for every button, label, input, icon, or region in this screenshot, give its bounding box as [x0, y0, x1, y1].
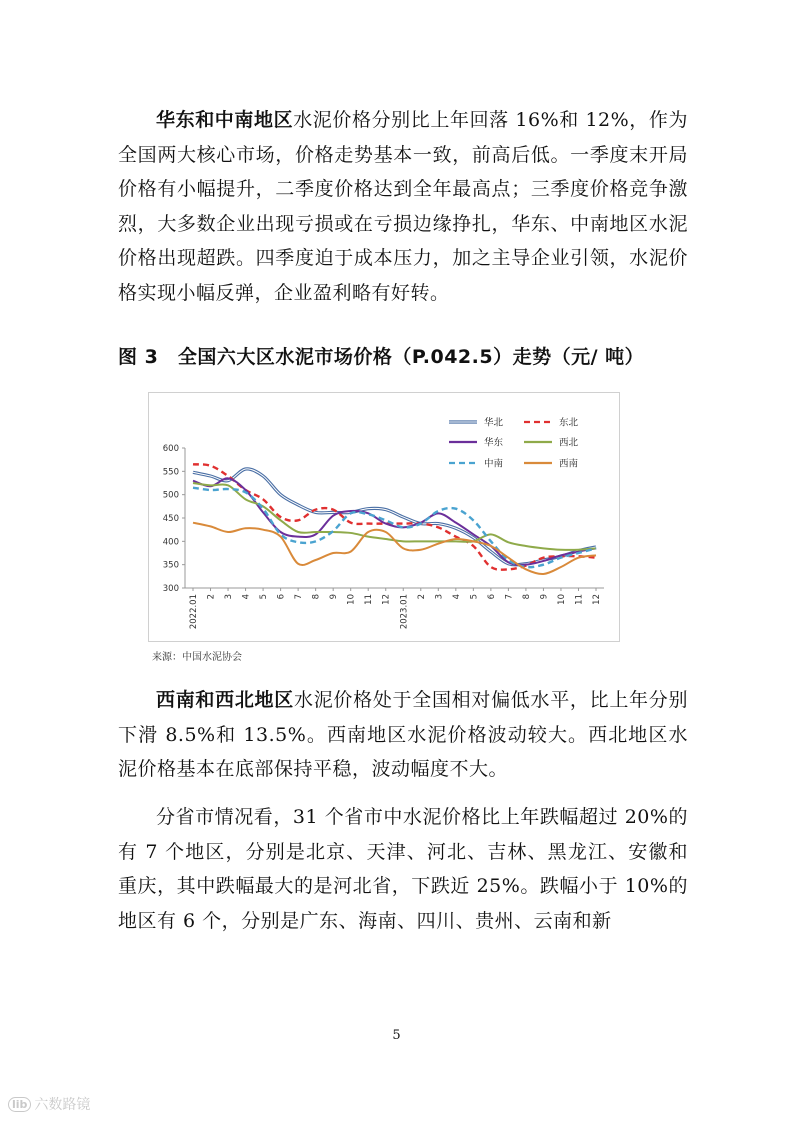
page-number: 5: [392, 1028, 401, 1043]
x-tick-label: 10: [346, 594, 357, 605]
legend-label: 华北: [484, 417, 504, 429]
x-tick-label: 2023.01: [399, 594, 410, 630]
x-tick-label: 7: [294, 594, 305, 600]
chart-container: [148, 392, 620, 642]
x-tick-label: 4: [451, 594, 462, 600]
legend-label: 中南: [484, 458, 504, 470]
x-tick-label: 8: [311, 594, 322, 600]
x-tick-label: 11: [364, 594, 375, 605]
y-tick-label: 400: [162, 537, 179, 548]
legend-label: 东北: [559, 417, 579, 429]
paragraph-east-central: [118, 103, 688, 310]
y-tick-label: 600: [162, 444, 179, 454]
x-tick-label: 8: [521, 594, 532, 600]
y-tick-label: 450: [162, 514, 179, 524]
legend-label: 西南: [559, 458, 579, 470]
x-tick-label: 10: [556, 594, 567, 605]
x-tick-label: 5: [469, 594, 480, 600]
x-tick-label: 2: [416, 594, 427, 600]
legend-label: 西北: [559, 437, 579, 449]
x-tick-label: 11: [574, 594, 585, 605]
series-line-华北-inner: [193, 469, 596, 565]
x-tick-label: 2022.01: [189, 594, 199, 630]
watermark-text: 六数路镜: [34, 1097, 91, 1113]
paragraph-text: 水泥价格处于全国相对偏低水平，比上年分别下滑 8.5%和 13.5%。西南地区水泥价格波动较大。西北地区水泥价格基本在底部保持平稳，波动幅度不大。: [118, 689, 688, 780]
x-tick-label: 7: [504, 594, 515, 600]
series-line-华北: [193, 469, 596, 565]
paragraph-lead: 华东和中南地区: [156, 109, 294, 131]
paragraph-southwest-northwest: [118, 683, 688, 787]
y-tick-label: 550: [162, 467, 179, 478]
figure-title: 图 3 全国六大区水泥市场价格（P.042.5）走势（元/ 吨）: [118, 346, 645, 368]
line-chart: [149, 393, 619, 641]
series-line-东北: [193, 464, 596, 569]
figure-source: 来源：中国水泥协会: [152, 652, 242, 663]
watermark-logo-icon: lib: [8, 1097, 31, 1112]
series-line-华东: [193, 478, 596, 565]
x-tick-label: 12: [592, 594, 602, 605]
watermark: [8, 1094, 90, 1114]
x-tick-label: 6: [486, 594, 497, 600]
paragraph-lead: 西南和西北地区: [156, 689, 294, 711]
x-tick-label: 9: [539, 594, 550, 600]
y-tick-label: 500: [162, 490, 179, 501]
x-tick-label: 3: [224, 594, 235, 600]
x-tick-label: 4: [241, 594, 252, 600]
paragraph-text: 水泥价格分别比上年回落 16%和 12%，作为全国两大核心市场，价格走势基本一致，前高后低。一季度末开局价格有小幅提升，二季度价格达到全年最高点；三季度价格竞争激烈，大多数企业出现亏损或在亏损边缘挣扎，华东、中南地区水泥价格出现超跌。四季度迫于成本压力，加之主导企业引领，水泥价格实现小幅反弹，企业盈利略有好转。: [118, 109, 688, 304]
y-tick-label: 300: [162, 584, 179, 594]
x-tick-label: 12: [381, 594, 392, 605]
x-tick-label: 2: [206, 594, 217, 600]
y-tick-label: 350: [162, 560, 179, 571]
paragraph-provinces: 分省市情况看，31 个省市中水泥价格比上年跌幅超过 20%的有 7 个地区，分别是北京、天津、河北、吉林、黑龙江、安徽和重庆，其中跌幅最大的是河北省，下跌近 25%。跌幅小于 10%的地区有 6 个，分别是广东、海南、四川、贵州、云南和新: [118, 806, 688, 932]
x-tick-label: 5: [259, 594, 270, 600]
x-tick-label: 9: [329, 594, 340, 600]
x-tick-label: 3: [434, 594, 445, 600]
x-tick-label: 6: [276, 594, 287, 600]
legend-label: 华东: [484, 437, 504, 449]
